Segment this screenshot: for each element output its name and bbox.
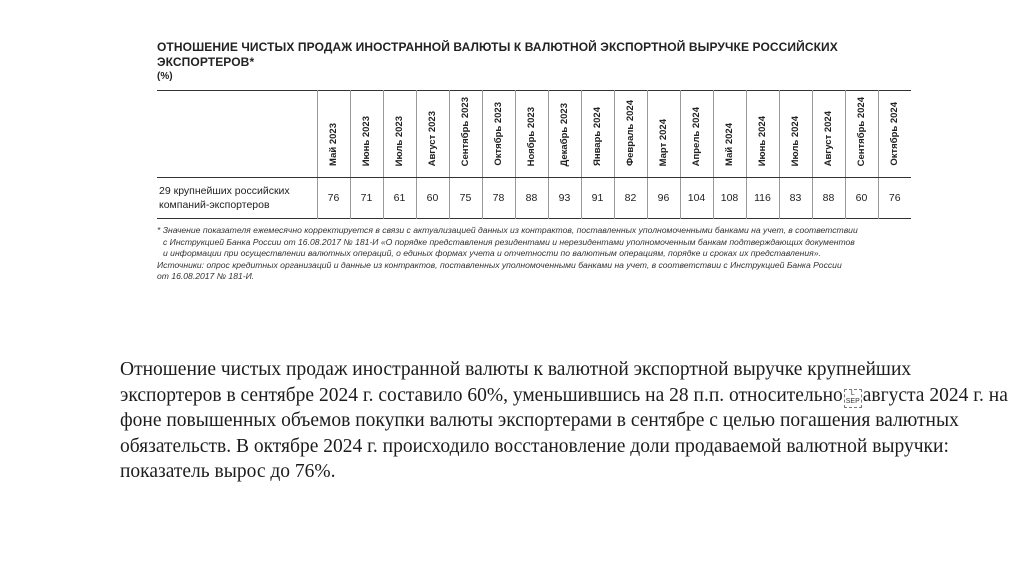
table-cell: 83: [779, 178, 812, 219]
table-cell: 108: [713, 178, 746, 219]
body-paragraph: [120, 357, 1010, 485]
table-cell: 76: [878, 178, 911, 219]
footnote-line: с Инструкцией Банка России от 16.08.2017 № 181-И «О порядке представления резидентами и нерезидентами уполномоченным банкам подтверждающих документов: [163, 236, 855, 247]
table-cell: 96: [647, 178, 680, 219]
col-header-month: Июль 2024: [779, 91, 812, 178]
col-header-month: Март 2024: [647, 91, 680, 178]
table-cell: 88: [515, 178, 548, 219]
paragraph-text-part1: Отношение чистых продаж иностранной валюты к валютной экспортной выручке крупнейших экспортеров в сентябре 2024 г. составило 60%, уменьшившись на 28 п.п. относительно: [120, 359, 912, 406]
col-header-month: Май 2023: [317, 91, 350, 178]
source-line: от 16.08.2017 № 181-И.: [157, 271, 255, 281]
figure-title: [157, 40, 913, 70]
footnote-line: и информации при осуществлении валютных операций, о единых формах учета и отчетности по валютным операциям, порядке и сроках их представления».: [163, 248, 821, 258]
table-cell: 61: [383, 178, 416, 219]
col-header-month: Январь 2024: [581, 91, 614, 178]
col-header-month: Май 2024: [713, 91, 746, 178]
source-line: Источники: опрос кредитных организаций и данные из контрактов, поставленных уполномоченными банками на учет, в соответствии с Инструкцией Банка России: [157, 259, 842, 270]
col-header-month: Июнь 2024: [746, 91, 779, 178]
table-cell: 71: [350, 178, 383, 219]
header-row: [157, 91, 911, 178]
table-cell: 91: [581, 178, 614, 219]
table-cell: 88: [812, 178, 845, 219]
col-header-month: Сентябрь 2024: [845, 91, 878, 178]
table-cell: 60: [416, 178, 449, 219]
table-cell: 82: [614, 178, 647, 219]
table-cell: 78: [482, 178, 515, 219]
col-header-month: Декабрь 2023: [548, 91, 581, 178]
col-header-month: Август 2023: [416, 91, 449, 178]
table-cell: 104: [680, 178, 713, 219]
table-row: [157, 178, 911, 219]
figure-title-line2: ЭКСПОРТЕРОВ*: [157, 55, 255, 69]
col-header-month: Сентябрь 2023: [449, 91, 482, 178]
col-header-month: Апрель 2024: [680, 91, 713, 178]
col-header-month: Август 2024: [812, 91, 845, 178]
col-header-month: Июль 2023: [383, 91, 416, 178]
table-cell: 76: [317, 178, 350, 219]
footnote: [157, 225, 913, 260]
table-cell: 116: [746, 178, 779, 219]
table-cell: 93: [548, 178, 581, 219]
data-table: [157, 90, 911, 219]
row-label: 29 крупнейших российских компаний-экспортеров: [159, 185, 290, 211]
sep-marker-icon: L SEP: [844, 389, 862, 408]
col-header-month: Февраль 2024: [614, 91, 647, 178]
table-cell: 60: [845, 178, 878, 219]
figure-title-line1: ОТНОШЕНИЕ ЧИСТЫХ ПРОДАЖ ИНОСТРАННОЙ ВАЛЮТЫ К ВАЛЮТНОЙ ЭКСПОРТНОЙ ВЫРУЧКЕ РОССИЙСКИХ: [157, 40, 838, 54]
table-cell: 75: [449, 178, 482, 219]
header-blank-cell: [157, 91, 317, 178]
export-revenue-table-figure: [157, 40, 913, 283]
figure-unit: (%): [157, 71, 173, 82]
col-header-month: Июнь 2023: [350, 91, 383, 178]
col-header-month: Октябрь 2023: [482, 91, 515, 178]
col-header-month: Ноябрь 2023: [515, 91, 548, 178]
footnote-line: * Значение показателя ежемесячно корректируется в связи с актуализацией данных из контрактов, поставленных уполномоченными банками на учет, в соответствии: [157, 225, 858, 235]
source-note: [157, 260, 913, 283]
col-header-month: Октябрь 2024: [878, 91, 911, 178]
paragraph-text-part2: августа 2024 г. на фоне повышенных объемов покупки валюты экспортерами в сентябре с целью погашения валютных обязательств. В октябре 2024 г. происходило восстановление доли продаваемой валютной выручки: показатель вырос до 76%.: [120, 384, 1008, 482]
